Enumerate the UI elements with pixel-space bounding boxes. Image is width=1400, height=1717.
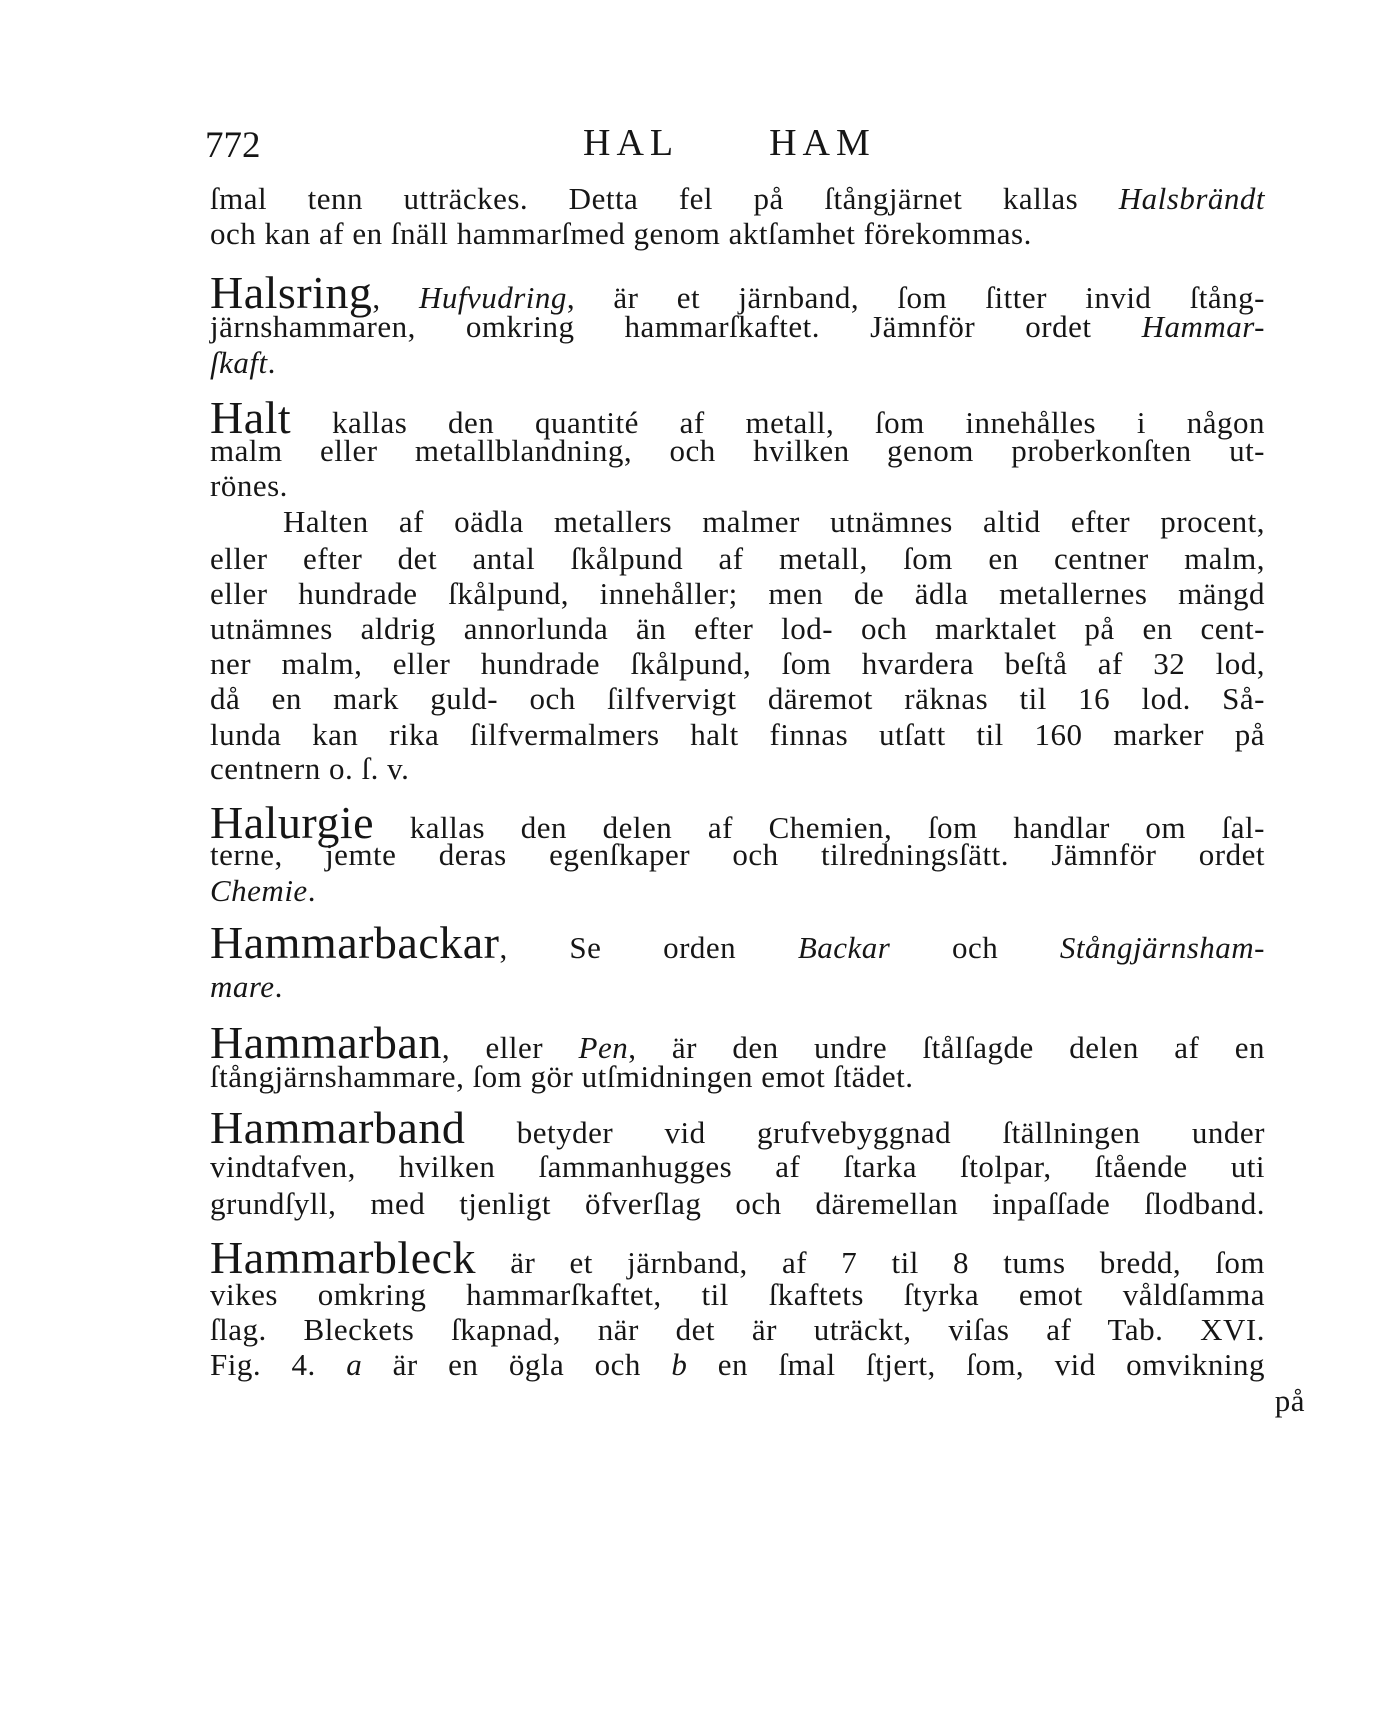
line-text: ,: [372, 280, 419, 315]
italic-text: Chemie: [210, 873, 308, 908]
line-text: utnämnes aldrig annorlunda än efter lod- och marktalet på en cent-: [210, 611, 1265, 646]
text-line: [283, 503, 1265, 541]
page-number: 772: [205, 125, 261, 166]
text-line: [210, 836, 1265, 874]
italic-text: mare: [210, 969, 275, 1004]
line-text: ner malm, eller hundrade ſkålpund, ſom hvardera beſtå af 32 lod,: [210, 646, 1265, 681]
guide-word-left: HAL: [583, 122, 680, 164]
line-text: lunda kan rika ſilfvermalmers halt finnas utſatt til 160 marker på: [210, 717, 1265, 752]
text-line: [210, 308, 1265, 346]
line-text: , är et järnband, ſom ſitter invid ſtång-: [566, 280, 1266, 315]
line-text: på: [1274, 1383, 1305, 1418]
italic-text: Stångjärnsham-: [1059, 930, 1265, 965]
line-text: och kan af en ſnäll hammarſmed genom aktſamhet förekommas.: [210, 216, 1032, 251]
text-line: [210, 610, 1265, 648]
text-line: [210, 716, 1265, 754]
text-line: [210, 1346, 1265, 1384]
line-text: .: [267, 345, 276, 380]
line-text: , är den undre ſtålſagde delen af en: [628, 1030, 1265, 1065]
text-line: [210, 540, 1265, 578]
line-text: .: [274, 969, 283, 1004]
entry-headword: Halurgie: [210, 797, 375, 848]
line-text: ſlag. Bleckets ſkapnad, när det är uträckt, viſas af Tab. XVI.: [210, 1312, 1265, 1347]
line-text: är et järnband, af 7 til 8 tums bredd, ſom: [476, 1245, 1265, 1280]
line-text: centnern o. ſ. v.: [210, 751, 410, 786]
line-text: betyder vid grufvebyggnad ſtällningen under: [465, 1115, 1265, 1150]
line-text: eller efter det antal ſkålpund af metall, ſom en centner malm,: [210, 541, 1265, 576]
line-text: Fig. 4.: [210, 1347, 347, 1382]
running-head: [583, 121, 876, 165]
line-text: kallas den quantité af metall, ſom innehålles i någon: [291, 405, 1265, 440]
line-text: terne, jemte deras egenſkaper och tilredningsſätt. Jämnför ordet: [210, 837, 1265, 872]
line-text: Halten af oädla metallers malmer utnämnes altid efter procent,: [283, 504, 1265, 539]
entry-headword: Hammarbackar: [210, 917, 500, 968]
line-text: ſmal tenn utträckes. Detta fel på ſtångjärnet kallas: [210, 181, 1119, 216]
text-line: [210, 872, 1265, 910]
entry-headword: Halsring: [210, 267, 373, 318]
line-text: och: [890, 930, 1060, 965]
line-text: malm eller metallblandning, och hvilken genom proberkonſten ut-: [210, 433, 1265, 468]
italic-text: Pen: [578, 1030, 629, 1065]
text-line: [210, 917, 1265, 968]
italic-text: Hammar-: [1141, 309, 1265, 344]
text-line: [210, 645, 1265, 683]
line-text: , Se orden: [499, 930, 798, 965]
text-line: [210, 432, 1265, 470]
text-line: [210, 215, 1265, 253]
italic-text: Hufvudring: [418, 280, 567, 315]
line-text: ſtångjärnshammare, ſom gör utſmidningen emot ſtädet.: [210, 1059, 914, 1094]
entry-headword: Halt: [210, 392, 292, 443]
italic-text: b: [671, 1347, 688, 1382]
text-line: [210, 1232, 1265, 1283]
line-text: en ſmal ſtjert, ſom, vid omvikning: [687, 1347, 1265, 1382]
italic-text: Halsbrändt: [1118, 181, 1265, 216]
text-line: [210, 1148, 1265, 1186]
line-text: grundſyll, med tjenligt öfverſlag och däremellan inpaſſade ſlodband.: [210, 1186, 1265, 1221]
text-line: [210, 1276, 1265, 1314]
text-line: [210, 1311, 1265, 1349]
line-text: rönes.: [210, 468, 288, 503]
line-text: kallas den delen af Chemien, ſom handlar om ſal-: [374, 810, 1265, 845]
text-line: [210, 1102, 1265, 1153]
italic-text: Backar: [797, 930, 891, 965]
text-line: [210, 1058, 1265, 1096]
text-line: [210, 750, 1265, 788]
line-text: vikes omkring hammarſkaftet, til ſkaftets ſtyrka emot våldſamma: [210, 1277, 1265, 1312]
line-text: är en ögla och: [362, 1347, 672, 1382]
text-line: [210, 467, 1265, 505]
text-line: [210, 968, 1265, 1006]
guide-word-right: HAM: [769, 122, 876, 164]
line-text: eller hundrade ſkålpund, innehåller; men de ädla metallernes mängd: [210, 576, 1265, 611]
entry-headword: Hammarban: [210, 1017, 442, 1068]
text-line: [1245, 1382, 1305, 1420]
italic-text: ſkaft: [210, 345, 268, 380]
line-text: järnshammaren, omkring hammarſkaftet. Jämnför ordet: [210, 309, 1142, 344]
text-line: [210, 180, 1265, 218]
text-line: [210, 1185, 1265, 1223]
line-text: då en mark guld- och ſilfvervigt däremot räknas til 16 lod. Så-: [210, 681, 1265, 716]
entry-headword: Hammarband: [210, 1102, 466, 1153]
line-text: .: [307, 873, 316, 908]
text-line: [210, 575, 1265, 613]
italic-text: a: [346, 1347, 363, 1382]
line-text: , eller: [441, 1030, 579, 1065]
line-text: vindtafven, hvilken ſammanhugges af ſtarka ſtolpar, ſtående uti: [210, 1149, 1265, 1184]
text-line: [210, 344, 1265, 382]
entry-headword: Hammarbleck: [210, 1232, 477, 1283]
text-line: [210, 680, 1265, 718]
